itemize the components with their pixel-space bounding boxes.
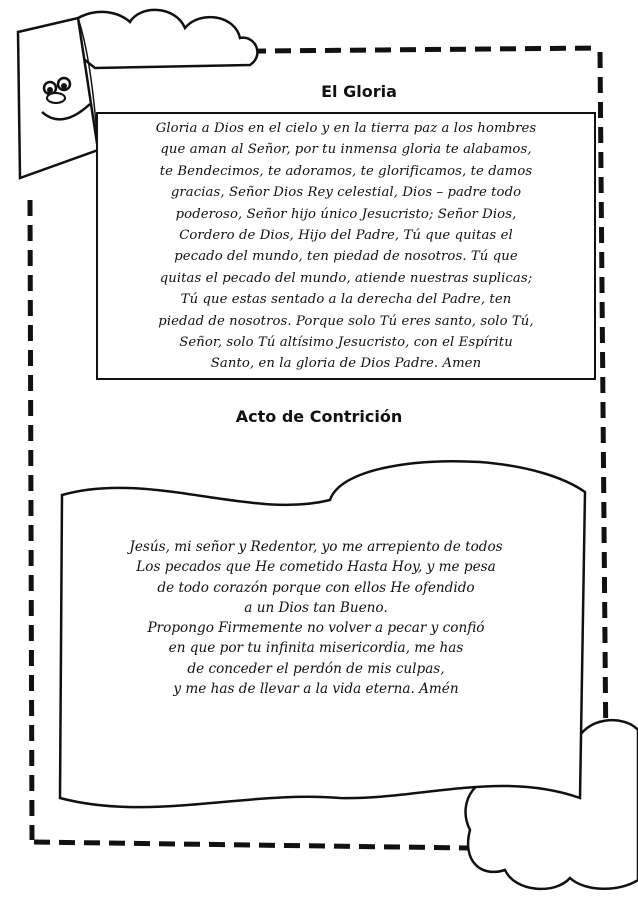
contricion-prayer-text bbox=[86, 537, 546, 699]
gloria-line: Cordero de Dios, Hijo del Padre, Tú que quitas el bbox=[179, 228, 513, 244]
gloria-line: Santo, en la gloria de Dios Padre. Amen bbox=[210, 356, 482, 372]
contricion-line: Los pecados que He cometido Hasta Hoy, y me pesa bbox=[136, 559, 496, 576]
gloria-line: Tú que estas sentado a la derecha del Padre, ten bbox=[180, 292, 512, 308]
contricion-line: Propongo Firmemente no volver a pecar y confió bbox=[147, 620, 485, 637]
left-dashed-border bbox=[30, 200, 32, 840]
gloria-line: te Bendecimos, te adoramos, te glorificamos, te damos bbox=[159, 163, 533, 179]
gloria-line: piedad de nosotros. Porque solo Tú eres santo, solo Tú, bbox=[158, 313, 534, 329]
contricion-line: de conceder el perdón de mis culpas, bbox=[187, 660, 445, 677]
contricion-line: a un Dios tan Bueno. bbox=[244, 599, 388, 616]
contricion-line: de todo corazón porque con ellos He ofendido bbox=[157, 579, 475, 596]
gloria-line: Gloria a Dios en el cielo y en la tierra paz a los hombres bbox=[155, 121, 537, 136]
gloria-line: Señor, solo Tú altísimo Jesucristo, con el Espíritu bbox=[179, 335, 513, 351]
contricion-title: Acto de Contrición bbox=[235, 407, 403, 426]
gloria-title: El Gloria bbox=[321, 82, 397, 101]
gloria-line: que aman al Señor, por tu inmensa gloria te alabamos, bbox=[160, 142, 532, 158]
gloria-prayer-text bbox=[104, 118, 588, 375]
contricion-line: Jesús, mi señor y Redentor, yo me arrepiento de todos bbox=[129, 539, 503, 555]
contricion-line: y me has de llevar a la vida eterna. Amén bbox=[173, 681, 459, 698]
gloria-line: quitas el pecado del mundo, atiende nuestras suplicas; bbox=[159, 270, 533, 286]
gloria-line: poderoso, Señor hijo único Jesucristo; Señor Dios, bbox=[175, 206, 517, 222]
bottom-dashed-border bbox=[34, 842, 470, 848]
top-cloud bbox=[60, 10, 257, 68]
contricion-line: en que por tu infinita misericordia, me has bbox=[168, 640, 464, 657]
gloria-line: gracias, Señor Dios Rey celestial, Dios – padre todo bbox=[170, 185, 522, 201]
right-dashed-border bbox=[600, 52, 606, 760]
gloria-line: pecado del mundo, ten piedad de nosotros. Tú que bbox=[174, 249, 518, 265]
